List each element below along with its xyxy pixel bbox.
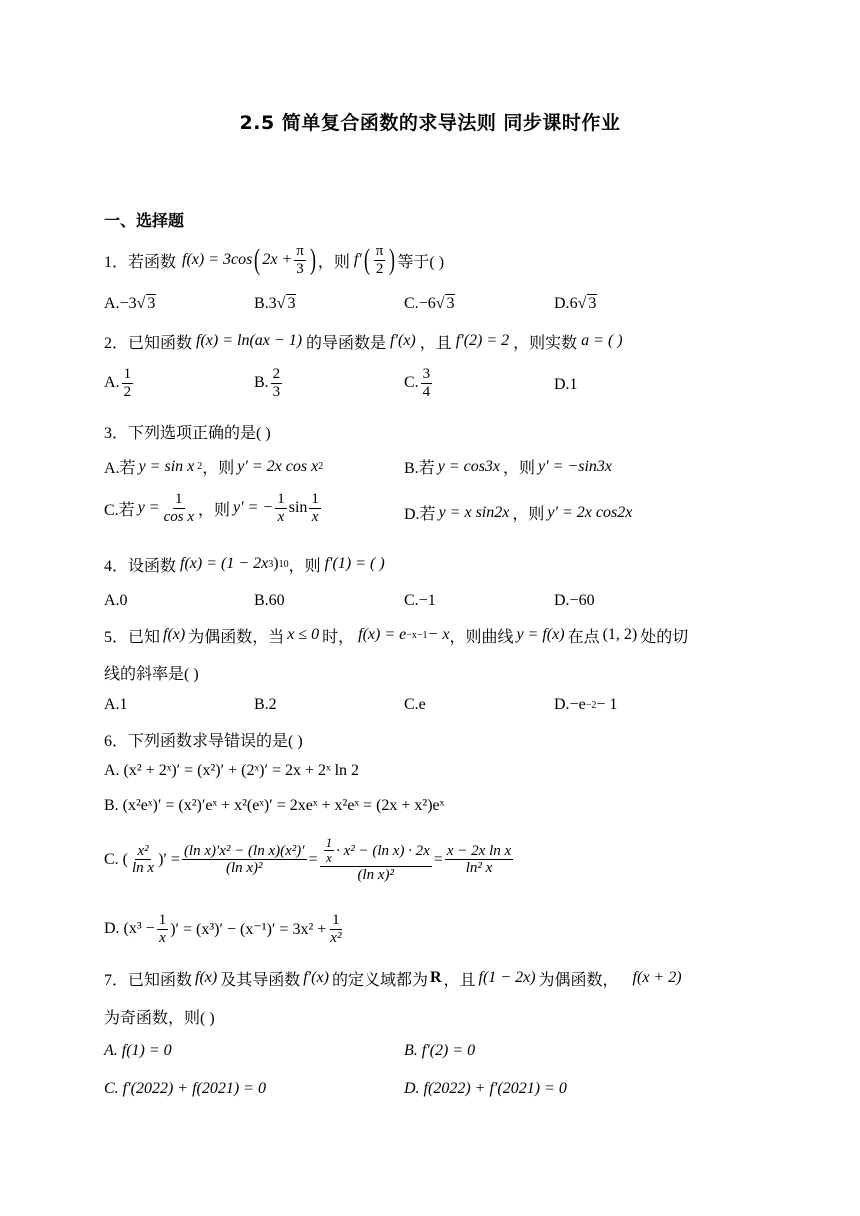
q7-option-a: A. f(1) = 0: [104, 1042, 172, 1059]
question-5-line-2: 线的斜率是( ): [104, 665, 199, 683]
q3-option-c: C.若 y = $\frac{1}{\text{cos x}}$ ，则 y′ = − $\frac{1}{x}$ sin $\frac{1}{x}$: [104, 491, 319, 525]
q6-option-c: C. ( $\frac{\text{x²}}{\text{ln x}}$ )′ = $\frac{\text{(ln x)′x² − (ln x)(x²)′}}{\text{(ln x)²}}$ = $\frac{1}{x}$ · x² − (ln x) · 2x (ln x)² = $\frac{\text{x − 2x ln x}}{\text{ln² x}}$: [104, 835, 512, 883]
page-title: 2.5 简单复合函数的求导法则 同步课时作业: [239, 112, 621, 134]
question-6: 6．下列函数求导错误的是( ): [104, 732, 303, 750]
q4-option-b: B.60: [254, 592, 285, 609]
q2-option-a: A. $\frac{1}{2}$: [104, 366, 132, 400]
q1-pi-over-3: $\frac{\pi}{3}$: [296, 243, 304, 277]
q2-option-c: C. $\frac{3}{4}$: [404, 366, 431, 400]
q7-option-c: C. f′(2022) + f(2021) = 0: [104, 1080, 266, 1097]
q6-option-d: D. (x³ − $\frac{1}{x}$ )′ = (x³)′ − (x⁻¹)′ = 3x² + $\frac{1}{\text{x²}}$: [104, 912, 342, 946]
question-4: 4．设函数 f(x) = (1 − 2x 3 ) 10 ，则 f′(1) = ( ): [104, 555, 385, 575]
q7-option-b: B. f′(2) = 0: [404, 1042, 476, 1059]
q3-option-d: D.若 y = x sin2x ，则 y′ = 2x cos2x: [404, 503, 633, 523]
q5-option-c: C.e: [404, 696, 426, 713]
q5-option-d: D.−e −2 − 1: [554, 696, 618, 713]
q2-option-d: D.1: [554, 376, 578, 393]
q5-option-a: A.1: [104, 696, 128, 713]
section-heading: 一、选择题: [104, 211, 185, 230]
q4-option-d: D.−60: [554, 592, 595, 609]
q1-prefix: 1．若函数: [104, 253, 177, 271]
question-7: 7．已知函数 f(x) 及其导函数 f′(x) 的定义域都为 R ，且 f(1 − 2x) 为偶函数， f(x + 2): [104, 969, 682, 989]
q5-option-b: B.2: [254, 696, 277, 713]
q3-option-b: B.若 y = cos3x ，则 y′ = −sin3x: [404, 457, 612, 477]
q1-option-a: A. −3 √ 3: [104, 294, 156, 312]
q1-pi-over-2: $\frac{\pi}{2}$: [375, 243, 384, 277]
q4-option-c: C.−1: [404, 592, 436, 609]
q1-rparen: ): [309, 243, 316, 276]
question-7-line-2: 为奇函数，则( ): [104, 1009, 215, 1027]
question-5: 5．已知 f(x) 为偶函数，当 x ≤ 0 时， f(x) = e −x−1 − x ，则曲线 y = f(x) 在点 (1, 2) 处的切: [104, 626, 689, 646]
q2-option-b: B. $\frac{2}{3}$: [254, 366, 281, 400]
question-2: 2．已知函数 f(x) = ln(ax − 1) 的导函数是 f′(x) ，且 f′(2) = 2 ，则实数 a = ( ): [104, 332, 623, 352]
q1-lparen2: (: [363, 243, 370, 276]
question-3: 3．下列选项正确的是( ): [104, 424, 271, 442]
q1-function: f(x) = 3cos: [182, 251, 253, 268]
q1-inner: 2x +: [262, 251, 293, 268]
q6-option-b: B. (x²eˣ)′ = (x²)′eˣ + x²(eˣ)′ = 2xeˣ + x²eˣ = (2x + x²)eˣ: [104, 797, 445, 814]
q7-option-d: D. f(2022) + f′(2021) = 0: [404, 1080, 567, 1097]
q1-option-c: C. −6 √ 3: [404, 294, 455, 312]
q4-option-a: A.0: [104, 592, 128, 609]
q6-option-a: A. (x² + 2ˣ)′ = (x²)′ + (2ˣ)′ = 2x + 2ˣ ln 2: [104, 762, 360, 779]
q1-then: ，则: [317, 253, 350, 271]
q1-lparen: (: [254, 243, 261, 276]
q1-option-b: B. 3 √ 3: [254, 294, 296, 312]
q1-fprime: f′: [353, 251, 362, 268]
q1-rparen2: ): [389, 243, 396, 276]
q3-option-a: A.若 y = sin x 2 ，则 y′ = 2x cos x 2: [104, 457, 324, 477]
q1-option-d: D. 6 √ 3: [554, 294, 597, 312]
q1-ask: 等于( ): [397, 253, 445, 271]
question-1: [104, 244, 444, 276]
